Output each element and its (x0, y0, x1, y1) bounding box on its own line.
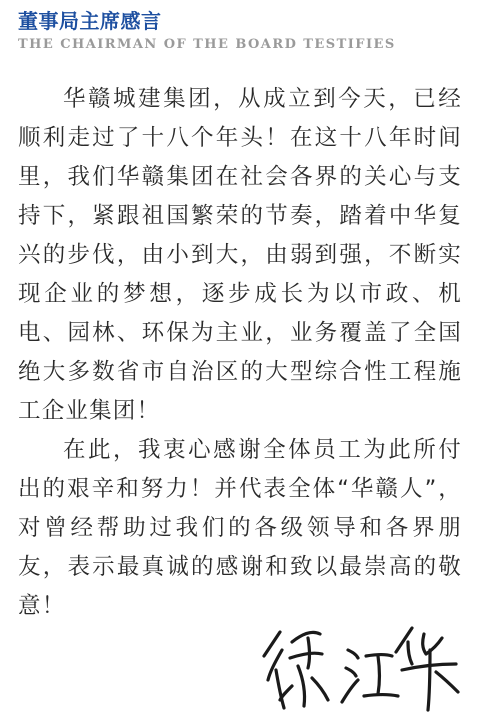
paragraph-2: 在此，我衷心感谢全体员工为此所付出的艰辛和努力！并代表全体“华赣人”，对曾经帮助过我们的各级领导和各界朋友，表示最真诚的感谢和致以最崇高的敬意！ (18, 437, 462, 619)
page-subtitle: THE CHAIRMAN OF THE BOARD TESTIFIES (18, 37, 396, 52)
signature-image (262, 620, 462, 712)
testimonial-body (18, 80, 462, 626)
page-title: 董事局主席感言 (18, 9, 162, 33)
chairman-signature (262, 620, 462, 712)
page-header (18, 10, 462, 53)
paragraph-1: 华赣城建集团，从成立到今天，已经顺利走过了十八个年头！在这十八年时间里，我们华赣集团在社会各界的关心与支持下，紧跟祖国繁荣的节奏，踏着中华复兴的步伐，由小到大，由弱到强，不断实现企业的梦想，逐步成长为以市政、机电、园林、环保为主业，业务覆盖了全国绝大多数省市自治区的大型综合性工程施工企业集团！ (18, 86, 462, 424)
